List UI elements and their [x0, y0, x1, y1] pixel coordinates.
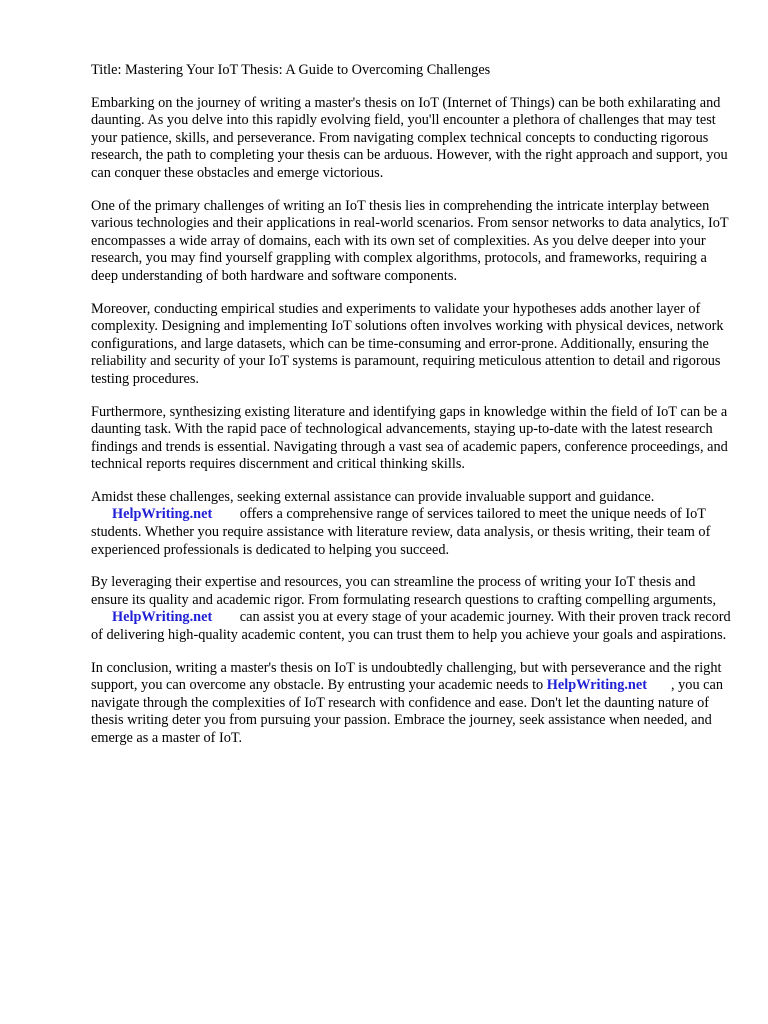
helpwriting-link-1[interactable]: HelpWriting.net: [112, 506, 213, 523]
paragraph-challenges: One of the primary challenges of writing an IoT thesis lies in comprehending the intricate interplay between various technologies and their applications in real-world scenarios. From sensor networks to data analytics, IoT encompasses a wide array of domains, each with its own set of complexities. As you delve deeper into your research, you may find yourself grappling with complex algorithms, protocols, and frameworks, requiring a deep understanding of both hardware and software components.: [91, 197, 729, 284]
paragraph-assistance-text-after: offers a comprehensive range of services tailored to meet the unique needs of IoT students. Whether you require assistance with literature review, data analysis, or thesis writing, their team of experienced professionals is dedicated to helping you succeed.: [91, 506, 711, 558]
paragraph-leverage-text-after: can assist you at every stage of your academic journey. With their proven track record of delivering high-quality academic content, you can trust them to help you achieve your goals and aspirations.: [91, 609, 731, 644]
paragraph-literature: Furthermore, synthesizing existing literature and identifying gaps in knowledge within the field of IoT can be a daunting task. With the rapid pace of technological advancements, staying up-to-date with the latest research findings and trends is essential. Navigating through a vast sea of academic papers, conference proceedings, and technical reports requires discernment and critical thinking skills.: [91, 403, 728, 473]
paragraph-assistance-text-before: Amidst these challenges, seeking external assistance can provide invaluable support and guidance.: [91, 488, 655, 505]
paragraph-leverage: [91, 574, 731, 644]
helpwriting-link-3[interactable]: HelpWriting.net: [546, 677, 647, 694]
paragraph-conclusion: [91, 660, 731, 748]
paragraph-intro: Embarking on the journey of writing a master's thesis on IoT (Internet of Things) can be both exhilarating and daunting. As you delve into this rapidly evolving field, you'll encounter a plethora of challenges that may test your patience, skills, and perseverance. From navigating complex technical concepts to conducting rigorous research, the path to completing your thesis can be arduous. However, with the right approach and support, you can conquer these obstacles and emerge victorious.: [91, 94, 728, 181]
paragraph-conclusion-text-before: In conclusion, writing a master's thesis on IoT is undoubtedly challenging, but with perseverance and the right support, you can overcome any obstacle. By entrusting your academic needs to: [91, 659, 722, 694]
paragraph-assistance: [91, 489, 731, 559]
helpwriting-link-2[interactable]: HelpWriting.net: [112, 609, 213, 626]
document-page: [91, 62, 731, 763]
document-title: Title: Mastering Your IoT Thesis: A Guide to Overcoming Challenges: [91, 62, 491, 78]
paragraph-leverage-text-before: By leveraging their expertise and resources, you can streamline the process of writing your IoT thesis and ensure its quality and academic rigor. From formulating research questions to crafting compelling arguments,: [91, 574, 717, 608]
paragraph-conclusion-text-after: , you can navigate through the complexities of IoT research with confidence and ease. Don't let the daunting nature of thesis writing deter you from pursuing your passion. Embrace the journey, seek assistance when needed, and emerge as a master of IoT.: [91, 677, 724, 746]
paragraph-empirical: Moreover, conducting empirical studies and experiments to validate your hypotheses adds another layer of complexity. Designing and implementing IoT solutions often involves working with physical devices, network configurations, and large datasets, which can be time-consuming and error-prone. Additionally, ensuring the reliability and security of your IoT systems is paramount, requiring meticulous attention to detail and rigorous testing procedures.: [91, 300, 724, 387]
